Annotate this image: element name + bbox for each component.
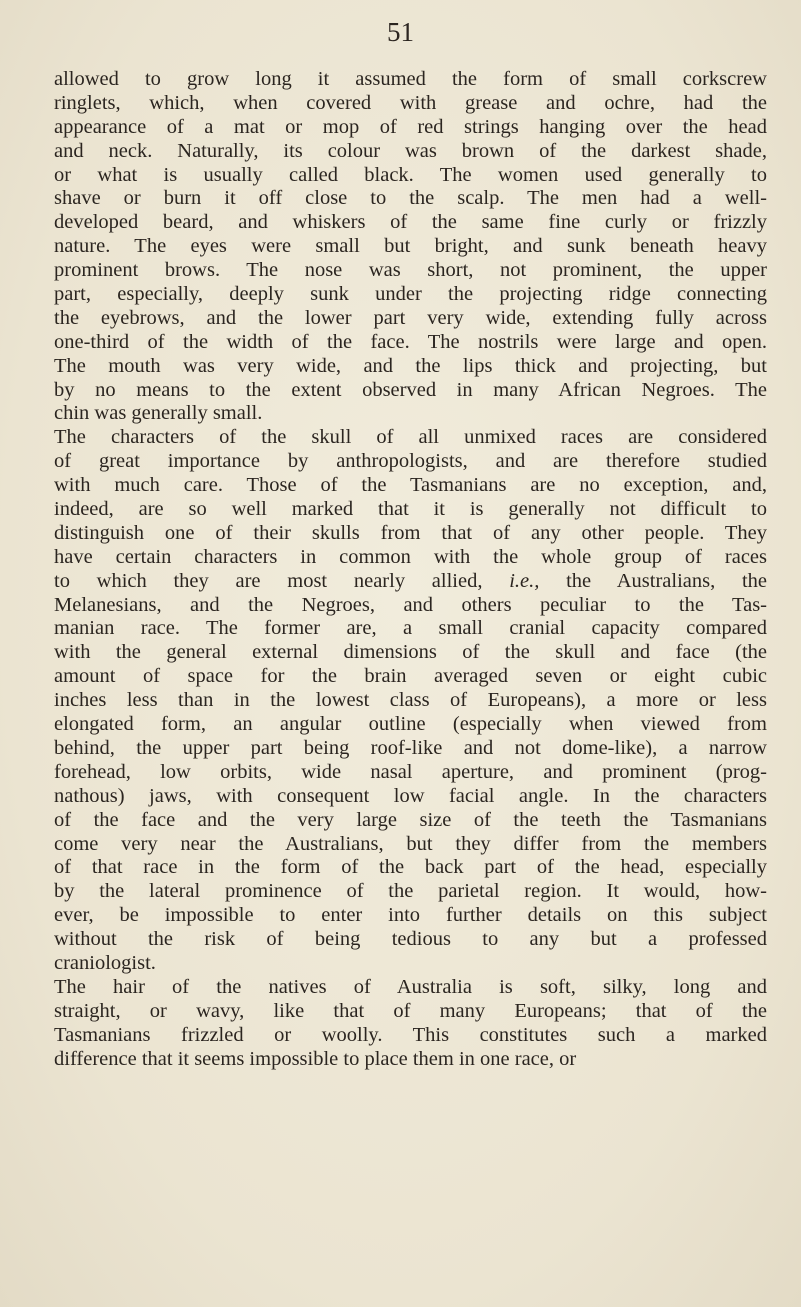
text-line: with much care. Those of the Tasmanians are no exception, and,: [54, 474, 767, 497]
text-line: one-third of the width of the face. The nostrils were large and open.: [54, 330, 767, 353]
text-line: distinguish one of their skulls from that of any other people. They: [54, 521, 767, 544]
text-line: straight, or wavy, like that of many Europeans; that of the: [54, 999, 767, 1022]
text-line: of great importance by anthropologists, and are therefore studied: [54, 450, 767, 473]
text-line: craniologist.: [54, 951, 156, 974]
text-line: amount of space for the brain averaged seven or eight cubic: [54, 665, 767, 688]
text-line: nature. The eyes were small but bright, and sunk beneath heavy: [54, 235, 767, 258]
text-line: ringlets, which, when covered with grease and ochre, had the: [54, 91, 767, 114]
text-line: indeed, are so well marked that it is generally not difficult to: [54, 498, 767, 521]
text-line: come very near the Australians, but they differ from the members: [54, 832, 767, 855]
text-line: or what is usually called black. The women used generally to: [54, 163, 767, 186]
text-line: shave or burn it off close to the scalp. The men had a well-: [54, 187, 767, 210]
text-line: developed beard, and whiskers of the same fine curly or frizzly: [54, 211, 767, 234]
italic-abbreviation: i.e.,: [509, 569, 540, 592]
text-line: with the general external dimensions of the skull and face (the: [54, 641, 767, 664]
text-line: behind, the upper part being roof-like and not dome-like), a narrow: [54, 736, 767, 759]
text-line: elongated form, an angular outline (especially when viewed from: [54, 713, 767, 736]
text-line: by no means to the extent observed in many African Negroes. The: [54, 378, 767, 401]
text-line: difference that it seems impossible to place them in one race, or: [54, 1047, 577, 1070]
text-line: of that race in the form of the back part of the head, especially: [54, 856, 767, 879]
paragraph-first-line: The characters of the skull of all unmixed races are considered: [54, 426, 767, 449]
text-line: part, especially, deeply sunk under the projecting ridge connecting: [54, 283, 767, 306]
text-line: prominent brows. The nose was short, not prominent, the upper: [54, 259, 767, 282]
text-line: Tasmanians frizzled or woolly. This constitutes such a marked: [54, 1023, 767, 1046]
text-line: ever, be impossible to enter into further details on this subject: [54, 904, 767, 927]
text-line: and neck. Naturally, its colour was brown of the darkest shade,: [54, 139, 767, 162]
text-line: to which they are most nearly allied, i.e., the Australians, the: [54, 569, 767, 592]
text-line: Melanesians, and the Negroes, and others peculiar to the Tas-: [54, 593, 767, 616]
text-line: manian race. The former are, a small cranial capacity compared: [54, 617, 767, 640]
text-line: nathous) jaws, with consequent low facial angle. In the characters: [54, 784, 767, 807]
text-line: inches less than in the lowest class of Europeans), a more or less: [54, 689, 767, 712]
text-line: without the risk of being tedious to any but a professed: [54, 928, 767, 951]
text-line: appearance of a mat or mop of red strings hanging over the head: [54, 115, 767, 138]
text-line: of the face and the very large size of the teeth the Tasmanians: [54, 808, 767, 831]
text-line: The mouth was very wide, and the lips thick and projecting, but: [54, 354, 767, 377]
text-line: chin was generally small.: [54, 402, 263, 425]
paragraph-first-line: The hair of the natives of Australia is soft, silky, long and: [54, 975, 767, 998]
text-line: allowed to grow long it assumed the form of small corkscrew: [54, 68, 767, 90]
text-line: forehead, low orbits, wide nasal aperture, and prominent (prog-: [54, 760, 767, 783]
text-line: the eyebrows, and the lower part very wide, extending fully across: [54, 306, 767, 329]
text-line: by the lateral prominence of the parietal region. It would, how-: [54, 880, 767, 903]
body-text: [54, 68, 767, 1071]
page-number: 51: [387, 17, 414, 47]
text-line: have certain characters in common with the whole group of races: [54, 545, 767, 568]
